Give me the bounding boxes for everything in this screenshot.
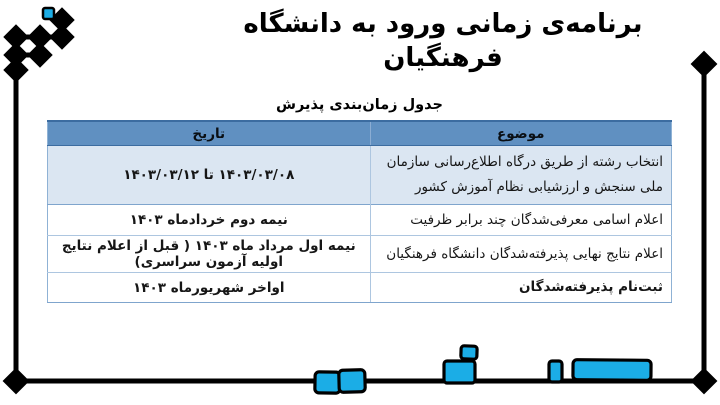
- table-row: [48, 236, 672, 273]
- date-cell: نیمه اول مرداد ماه ۱۴۰۳ ( قبل از اعلام نتایج اولیه آزمون سراسری): [48, 236, 371, 273]
- subject-cell: ثبت‌نام پذیرفته‌شدگان: [370, 273, 671, 303]
- cyan-blocks-decoration: [315, 346, 651, 394]
- column-header-date: تاریخ: [48, 121, 371, 146]
- date-cell: اواخر شهریورماه ۱۴۰۳: [48, 273, 371, 303]
- date-cell: ۱۴۰۳/۰۳/۰۸ تا ۱۴۰۳/۰۳/۱۲: [48, 146, 371, 205]
- circuit-cyan-node-icon: [43, 8, 54, 19]
- table-header-row: [48, 121, 672, 146]
- table-caption: جدول زمان‌بندی پذیرش: [276, 97, 443, 113]
- subject-cell: اعلام اسامی معرفی‌شدگان چند برابر ظرفیت: [370, 205, 671, 236]
- page-title: برنامه‌ی زمانی ورود به دانشگاه فرهنگیان: [243, 9, 643, 73]
- date-cell: نیمه دوم خردادماه ۱۴۰۳: [48, 205, 371, 236]
- subject-cell: انتخاب رشته از طریق درگاه اطلاع‌رسانی سازمان ملی سنجش و ارزشیابی نظام آموزش کشور: [370, 146, 671, 205]
- table-row: [48, 205, 672, 236]
- table-row: [48, 146, 672, 205]
- circuit-trace-icon: [7, 11, 71, 79]
- admission-schedule: [47, 95, 672, 303]
- column-header-subject: موضوع: [370, 121, 671, 146]
- subject-cell: اعلام نتایج نهایی پذیرفته‌شدگان دانشگاه فرهنگیان: [370, 236, 671, 273]
- table-row: [48, 273, 672, 303]
- admission-table: [47, 120, 672, 303]
